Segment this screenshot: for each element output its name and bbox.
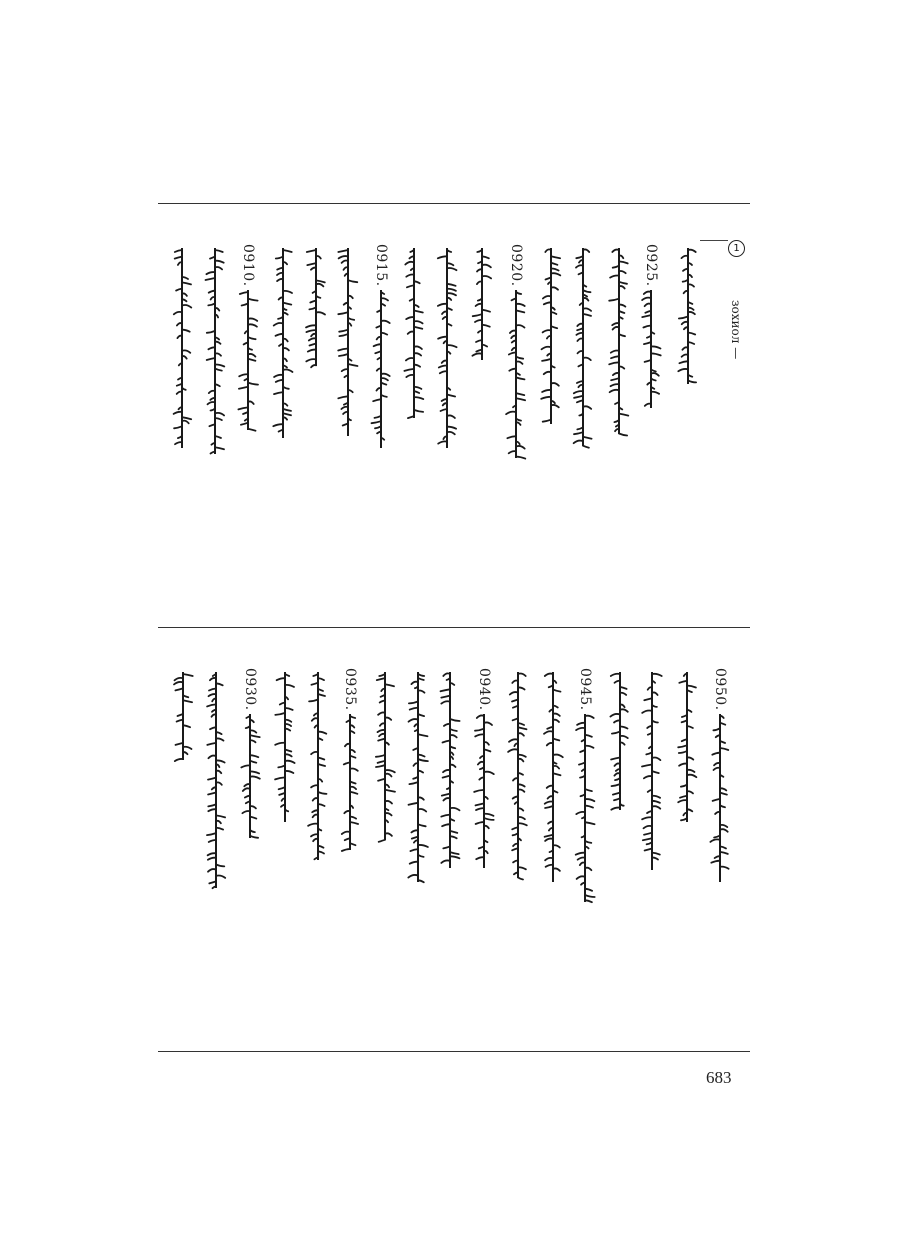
- line-number: 0915.: [373, 244, 389, 287]
- mongolian-script-line: [201, 668, 231, 908]
- text-column: [370, 668, 400, 908]
- mongolian-script-line: [270, 668, 300, 908]
- mongolian-script-line: [335, 668, 365, 908]
- footnote-marker: 1: [728, 240, 745, 257]
- mongolian-script-line: [570, 668, 600, 908]
- line-number: 0950.: [712, 668, 728, 711]
- footnote-latin-text: зохиол —: [729, 300, 743, 360]
- line-number: 0920.: [508, 244, 524, 287]
- mongolian-script-line: [403, 668, 433, 908]
- mongolian-script-line: [503, 668, 533, 908]
- text-column: [469, 668, 499, 908]
- line-number: 0940.: [476, 668, 492, 711]
- text-column: [435, 668, 465, 908]
- mongolian-script-line: [637, 668, 667, 908]
- text-column: [168, 668, 198, 908]
- mongolian-script-line: [235, 668, 265, 908]
- line-number: 0935.: [342, 668, 358, 711]
- mongolian-script-line: [303, 668, 333, 908]
- mongolian-script-line: [605, 668, 635, 908]
- mongolian-script-line: [469, 668, 499, 908]
- text-column: [637, 668, 667, 908]
- text-column: [705, 668, 735, 908]
- page-number: 683: [706, 1068, 732, 1087]
- line-number: 0945.: [577, 668, 593, 711]
- mongolian-script-line: [538, 668, 568, 908]
- mongolian-script-line: [705, 668, 735, 908]
- text-column: [503, 668, 533, 908]
- text-column: [570, 668, 600, 908]
- text-column: [403, 668, 433, 908]
- line-number: 0925.: [643, 244, 659, 287]
- text-column: [605, 668, 635, 908]
- text-column: [235, 668, 265, 908]
- text-column: [672, 668, 702, 908]
- text-column: [335, 668, 365, 908]
- mongolian-script-line: [435, 668, 465, 908]
- line-number: 0910.: [240, 244, 256, 287]
- mongolian-script-line: [370, 668, 400, 908]
- text-column: [538, 668, 568, 908]
- text-column: [303, 668, 333, 908]
- mongolian-script-line: [168, 668, 198, 908]
- text-column: [201, 668, 231, 908]
- mongolian-script-line: [672, 668, 702, 908]
- line-number: 0930.: [242, 668, 258, 711]
- text-column: [270, 668, 300, 908]
